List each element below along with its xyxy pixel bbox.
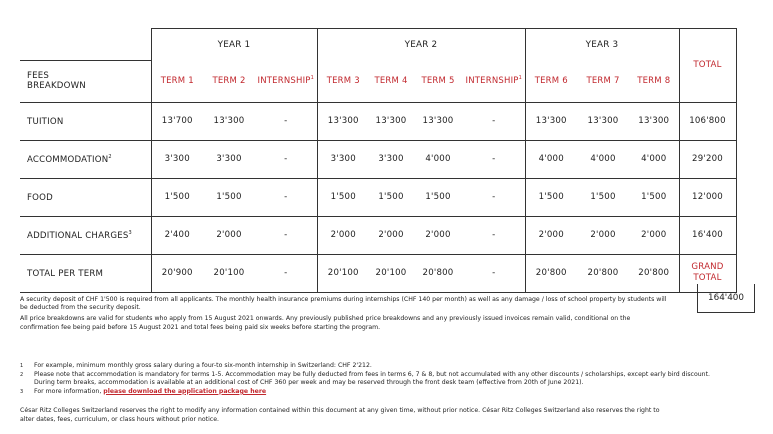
cell: 20'800 xyxy=(629,254,679,292)
cell: - xyxy=(463,254,525,292)
internship-header: INTERNSHIP$^1$ xyxy=(257,75,314,87)
term-header: TERM 4 xyxy=(374,75,408,86)
legal-disclaimer: César Ritz Colleges Switzerland reserves the right to modify any information contained within this document at any given time, without prior notice. César Ritz Colleges Switzerland also reserves the right to alter dates, fees, curriculum, or class hours without prior notice. xyxy=(20,407,660,423)
row-label: FOOD xyxy=(20,178,151,216)
note-validity: All price breakdowns are valid for students who apply from 15 August 2021 onwards. Any previously published price breakdowns and any previously issued invoices remain valid, conditional on the confirmation fee being paid before 15 August 2021 and total fees being paid six weeks before starting the program. xyxy=(20,315,631,331)
internship-header: INTERNSHIP$^1$ xyxy=(465,75,522,87)
cell: 2'000 xyxy=(525,216,577,254)
cell: - xyxy=(255,254,317,292)
notes-section xyxy=(20,296,670,335)
cell: 3'300 xyxy=(151,140,203,178)
cell: 2'400 xyxy=(151,216,203,254)
cell: 1'500 xyxy=(577,178,629,216)
table-row xyxy=(20,102,736,140)
term-header: TERM 7 xyxy=(586,75,620,86)
cell: 13'300 xyxy=(317,102,369,140)
term-header: TERM 8 xyxy=(637,75,671,86)
row-total: 16'400 xyxy=(679,216,736,254)
cell: 4'000 xyxy=(413,140,463,178)
cell: 2'000 xyxy=(413,216,463,254)
row-label: ACCOMMODATION$^2$ xyxy=(20,140,151,178)
term-header: TERM 6 xyxy=(525,60,577,102)
cell: 1'500 xyxy=(369,178,413,216)
table-row xyxy=(20,178,736,216)
cell: 2'000 xyxy=(629,216,679,254)
row-total: 12'000 xyxy=(679,178,736,216)
cell: 2'000 xyxy=(203,216,255,254)
cell: 20'100 xyxy=(317,254,369,292)
grand-total-value: 164'400 xyxy=(697,284,755,313)
cell: - xyxy=(463,102,525,140)
term-header: TERM 1 xyxy=(151,60,203,102)
cell: 1'500 xyxy=(413,178,463,216)
fees-breakdown-label: FEES BREAKDOWN xyxy=(20,60,151,102)
cell: 1'500 xyxy=(629,178,679,216)
fees-table xyxy=(20,28,737,293)
cell: 1'500 xyxy=(317,178,369,216)
cell: 1'500 xyxy=(203,178,255,216)
cell: 1'500 xyxy=(525,178,577,216)
year-2-header: YEAR 2 xyxy=(317,29,525,61)
footnotes xyxy=(20,362,720,396)
cell: 20'800 xyxy=(577,254,629,292)
footnote: 3 For more information, please download the application package here xyxy=(20,387,267,395)
cell: 4'000 xyxy=(525,140,577,178)
cell: 13'300 xyxy=(369,102,413,140)
cell: - xyxy=(463,140,525,178)
note-deposit: A security deposit of CHF 1'500 is required from all applicants. The monthly health insurance premiums during internships (CHF 140 per month) as well as any damage / loss of school property by students will be deducted from the security deposit. xyxy=(20,296,667,312)
term-header-row xyxy=(20,60,736,102)
table-row xyxy=(20,216,736,254)
cell: 20'100 xyxy=(203,254,255,292)
cell: - xyxy=(463,178,525,216)
total-header: TOTAL xyxy=(679,29,736,103)
cell: 13'700 xyxy=(151,102,203,140)
term-header: TERM 3 xyxy=(317,60,369,102)
cell: - xyxy=(255,140,317,178)
cell: - xyxy=(463,216,525,254)
application-package-link[interactable]: please download the application package here xyxy=(103,387,267,395)
table-row xyxy=(20,140,736,178)
term-header: TERM 5 xyxy=(421,75,455,86)
table-row xyxy=(20,254,736,292)
cell: 1'500 xyxy=(151,178,203,216)
footnote: 1 For example, minimum monthly gross salary during a four-to six-month internship in Switzerland: CHF 2'212. xyxy=(20,362,372,369)
year-header-row xyxy=(20,29,736,61)
cell: 13'300 xyxy=(203,102,255,140)
cell: 13'300 xyxy=(413,102,463,140)
cell: - xyxy=(255,102,317,140)
term-header: TERM 2 xyxy=(212,75,246,86)
cell: 20'800 xyxy=(525,254,577,292)
cell: 3'300 xyxy=(203,140,255,178)
year-1-header: YEAR 1 xyxy=(151,29,317,61)
row-label: TOTAL PER TERM xyxy=(20,254,151,292)
grand-total-label: GRAND TOTAL xyxy=(679,254,736,292)
cell: 13'300 xyxy=(577,102,629,140)
row-total: 29'200 xyxy=(679,140,736,178)
year-3-header: YEAR 3 xyxy=(525,29,679,61)
row-label: ADDITIONAL CHARGES$^3$ xyxy=(20,216,151,254)
footnote: 2 Please note that accommodation is mandatory for terms 1-5. Accommodation may be fully deducted from fees in terms 6, 7 & 8, but not accumulated with any other discounts / scholarships, except early bird discount. During term breaks, accommodation is available at an additional cost of CHF 360 per week and may be reserved through the front desk team (effective from 20th of June 2021). xyxy=(20,370,710,387)
cell: 20'800 xyxy=(413,254,463,292)
cell: 3'300 xyxy=(317,140,369,178)
fees-table-wrap xyxy=(20,28,737,293)
cell: 20'100 xyxy=(369,254,413,292)
cell: 13'300 xyxy=(525,102,577,140)
cell: 4'000 xyxy=(629,140,679,178)
cell: - xyxy=(255,178,317,216)
cell: 13'300 xyxy=(629,102,679,140)
cell: 3'300 xyxy=(369,140,413,178)
cell: 2'000 xyxy=(577,216,629,254)
cell: 2'000 xyxy=(369,216,413,254)
cell: 4'000 xyxy=(577,140,629,178)
cell: 20'900 xyxy=(151,254,203,292)
cell: - xyxy=(255,216,317,254)
row-total: 106'800 xyxy=(679,102,736,140)
cell: 2'000 xyxy=(317,216,369,254)
row-label: TUITION xyxy=(20,102,151,140)
